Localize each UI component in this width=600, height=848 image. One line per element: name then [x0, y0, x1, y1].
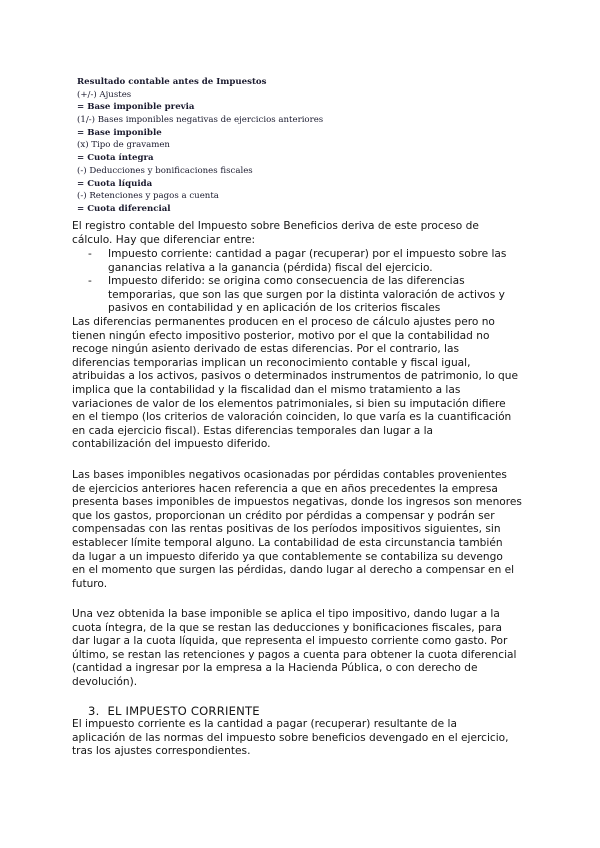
text-line: tras los ajustes correspondientes. [72, 745, 251, 758]
intro-paragraph [72, 220, 528, 247]
text-line: (cantidad a ingresar por la empresa a la Hacienda Pública, o con derecho de [72, 662, 478, 675]
text-line: cuota íntegra, de la que se restan las deducciones y bonificaciones fiscales, para [72, 621, 503, 634]
text-line: dar lugar a la cuota líquida, que representa el impuesto corriente como gasto. Por [72, 635, 508, 648]
scheme-row: (-) Retenciones y pagos a cuenta [77, 191, 219, 202]
text-line: presenta bases imponibles de impuestos negativas, donde los ingresos son menores [72, 496, 522, 509]
scheme-row: Resultado contable antes de Impuestos [77, 77, 267, 87]
text-line: devolución). [72, 675, 138, 688]
text-line: Las diferencias permanentes producen en el proceso de cálculo ajustes pero no [72, 316, 495, 328]
scheme-row: = Base imponible previa [77, 102, 195, 113]
text-line: futuro. [72, 577, 108, 590]
tax-calculation-scheme [77, 76, 377, 216]
bullet-item-impuesto-corriente [88, 248, 528, 275]
text-line: Las bases imponibles negativos ocasionadas por pérdidas contables provenientes [72, 469, 507, 481]
text-line: diferencias temporarias implican un reconocimiento contable y fiscal igual, [72, 356, 471, 369]
text-line: en cada ejercicio fiscal). Estas diferencias temporales dan lugar a la [72, 424, 434, 437]
paragraph-bases-negativas [72, 469, 528, 591]
bullet-item-impuesto-diferido [88, 275, 528, 316]
text-line: de ejercicios anteriores hacen referencia a que en años precedentes la empresa [72, 482, 498, 495]
text-line: compensadas con las rentas positivas de los períodos impositivos siguientes, sin [72, 523, 501, 536]
text-line: en el momento que surgen las pérdidas, dando lugar al derecho a compensar en el [72, 564, 515, 577]
section-heading [88, 704, 260, 718]
text-line: aplicación de las normas del impuesto sobre beneficios devengado en el ejercicio, [72, 731, 509, 744]
text-line: variaciones de valor de los elementos patrimoniales, si bien su imputación difiere [72, 397, 506, 410]
scheme-row: (1/-) Bases imponibles negativas de ejercicios anteriores [77, 115, 324, 126]
text-line: temporarias, que son las que surgen por la distinta valoración de activos y [108, 288, 505, 301]
text-line: Una vez obtenida la base imponible se aplica el tipo impositivo, dando lugar a la [72, 608, 500, 620]
paragraph-diferencias [72, 316, 528, 452]
text-line: Impuesto diferido: se origina como consecuencia de las diferencias [108, 275, 465, 288]
text-line: da lugar a un impuesto diferido ya que contablemente se contabiliza su devengo [72, 550, 503, 563]
text-line: El impuesto corriente es la cantidad a pagar (recuperar) resultante de la [72, 718, 457, 730]
paragraph-cuota [72, 608, 528, 690]
text-line: recoge ningún asiento derivado de estas diferencias. Por el contrario, las [72, 343, 460, 356]
text-line: ganancias relativa a la ganancia (pérdida) fiscal del ejercicio. [108, 261, 433, 274]
text-line: implica que la contabilidad y la fiscalidad dan el mismo tratamiento a las [72, 383, 461, 396]
bullet-list [88, 248, 528, 316]
scheme-row: (-) Deducciones y bonificaciones fiscales [77, 165, 253, 176]
text-line: Impuesto corriente: cantidad a pagar (recuperar) por el impuesto sobre las [108, 248, 507, 260]
text-line: en el tiempo (los criterios de valoración coinciden, lo que varía es la cuantificación [72, 411, 512, 424]
text-line: tienen ningún efecto impositivo posterior, motivo por el que la contabilidad no [72, 329, 490, 342]
bullet-dash: - [88, 275, 92, 288]
text-line: establecer límite temporal alguno. La contabilidad de esta circunstancia también [72, 536, 503, 549]
section-number: 3. [88, 704, 100, 718]
section-title: EL IMPUESTO CORRIENTE [107, 704, 260, 718]
scheme-row: (+/-) Ajustes [77, 89, 132, 100]
bullet-dash: - [88, 248, 92, 260]
text-line: atribuidas a los activos, pasivos o determinados instrumentos de patrimonio, lo que [72, 370, 519, 383]
text-line: que los gastos, proporcionan un crédito por pérdidas a compensar y podrán ser [72, 509, 495, 522]
scheme-row: (x) Tipo de gravamen [77, 140, 170, 151]
scheme-row: = Cuota íntegra [77, 153, 154, 164]
text-line: contabilización del impuesto diferido. [72, 438, 271, 451]
text-line: El registro contable del Impuesto sobre Beneficios deriva de este proceso de [72, 220, 479, 232]
scheme-row: = Cuota líquida [77, 178, 153, 189]
text-line: cálculo. Hay que diferenciar entre: [72, 233, 256, 246]
paragraph-impuesto-corriente [72, 718, 528, 759]
scheme-row: = Cuota diferencial [77, 203, 171, 214]
text-line: pasivos en contabilidad y en aplicación de los criterios fiscales [108, 302, 441, 315]
text-line: último, se restan las retenciones y pagos a cuenta para obtener la cuota diferencial [72, 648, 517, 661]
scheme-row: = Base imponible [77, 127, 162, 138]
